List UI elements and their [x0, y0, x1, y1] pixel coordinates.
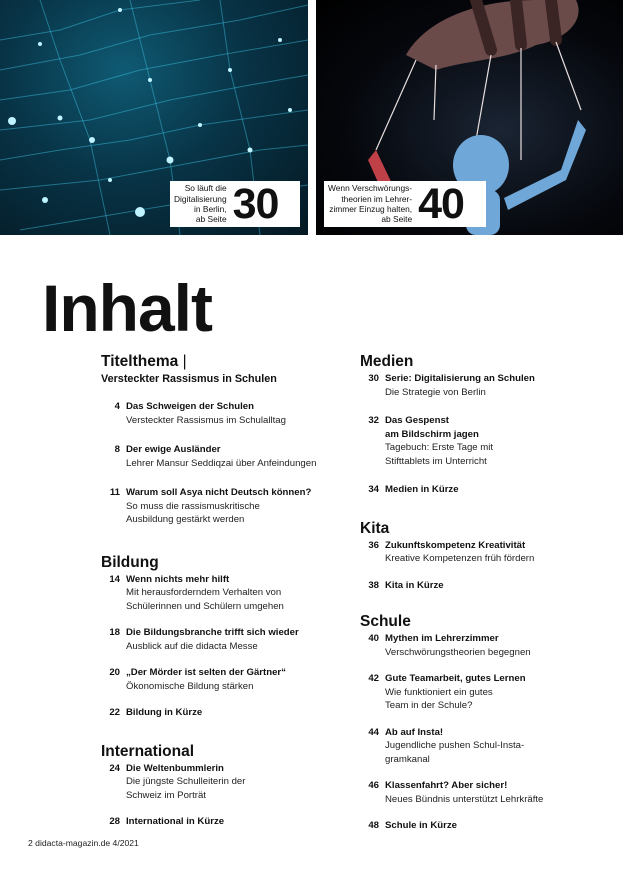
- toc-entry[interactable]: 22 Bildung in Kürze: [109, 707, 203, 718]
- toc-left-column: [101, 352, 331, 829]
- toc-entry[interactable]: 24 Die Weltenbummlerin Die jüngste Schulleiterin der Schweiz im Porträt: [109, 762, 246, 801]
- callout-page-40: [324, 181, 486, 227]
- section-international: [101, 742, 331, 829]
- toc-entry[interactable]: 36 Zukunftskompetenz Kreativität Kreative Kompetenzen früh fördern: [368, 539, 535, 564]
- toc-entry[interactable]: 42 Gute Teamarbeit, gutes Lernen Wie funktioniert ein gutes Team in der Schule?: [368, 673, 526, 711]
- hero-image-puppet: [316, 0, 623, 235]
- callout-30-text: So läuft die Digitalisierung in Berlin, ab Seite: [174, 183, 227, 225]
- toc-entry[interactable]: 8 Der ewige Ausländer Lehrer Mansur Seddiqzai über Anfeindungen: [114, 444, 317, 469]
- page-footer: 2 didacta-magazin.de 4/2021: [28, 838, 139, 848]
- toc-entry[interactable]: 40 Mythen im Lehrerzimmer Verschwörungstheorien begegnen: [368, 633, 531, 658]
- callout-30-number: 30: [232, 180, 279, 228]
- callout-40-number: 40: [418, 180, 464, 228]
- toc-entry[interactable]: 28 International in Kürze: [109, 816, 225, 827]
- section-title: International: [101, 742, 195, 760]
- toc-entry[interactable]: 46 Klassenfahrt? Aber sicher! Neues Bündnis unterstützt Lehrkräfte: [368, 780, 544, 805]
- section-schule: [360, 612, 600, 833]
- section-titelthema: [101, 352, 331, 527]
- section-subtitle: Versteckter Rassismus in Schulen: [101, 373, 277, 385]
- page-title: Inhalt: [42, 271, 212, 345]
- section-bildung: [101, 553, 331, 720]
- section-title: Titelthema |: [101, 353, 187, 370]
- toc-entry[interactable]: 4 Das Schweigen der Schulen Versteckter Rassismus im Schulalltag: [114, 401, 286, 426]
- toc-entry[interactable]: 44 Ab auf Insta! Jugendliche pushen Schul-Insta- gramkanal: [368, 726, 525, 765]
- section-title: Schule: [360, 613, 411, 630]
- toc-entry[interactable]: 34 Medien in Kürze: [368, 484, 459, 495]
- section-title: Bildung: [101, 553, 159, 571]
- toc-entry[interactable]: 11 Warum soll Asya nicht Deutsch können? So muss die rassismuskritische Ausbildung gestärkt werden: [109, 487, 312, 525]
- toc-right-column: [360, 352, 600, 833]
- section-medien: [360, 352, 600, 497]
- toc-entry[interactable]: 18 Die Bildungsbranche trifft sich wieder Ausblick auf die didacta Messe: [109, 627, 299, 652]
- toc-entry[interactable]: 30 Serie: Digitalisierung an Schulen Die Strategie von Berlin: [368, 373, 535, 398]
- toc-entry[interactable]: 20 „Der Mörder ist selten der Gärtner“ Ökonomische Bildung stärken: [109, 667, 286, 692]
- section-kita: [360, 519, 600, 593]
- hero-image-digital-circuit: [0, 0, 308, 235]
- toc-entry[interactable]: 48 Schule in Kürze: [368, 820, 457, 831]
- toc-entry[interactable]: 32 Das Gespenst am Bildschirm jagen Tagebuch: Erste Tage mit Stifttablets im Unterricht: [368, 415, 494, 467]
- toc-entry[interactable]: 38 Kita in Kürze: [368, 579, 444, 591]
- toc-entry[interactable]: 14 Wenn nichts mehr hilft Mit herausforderndem Verhalten von Schülerinnen und Schülern umgehen: [109, 573, 284, 612]
- callout-page-30: [170, 181, 300, 227]
- section-title: Kita: [360, 519, 390, 537]
- section-title: Medien: [360, 353, 414, 370]
- callout-40-text: Wenn Verschwörungs- theorien im Lehrer- zimmer Einzug halten, ab Seite: [328, 183, 413, 225]
